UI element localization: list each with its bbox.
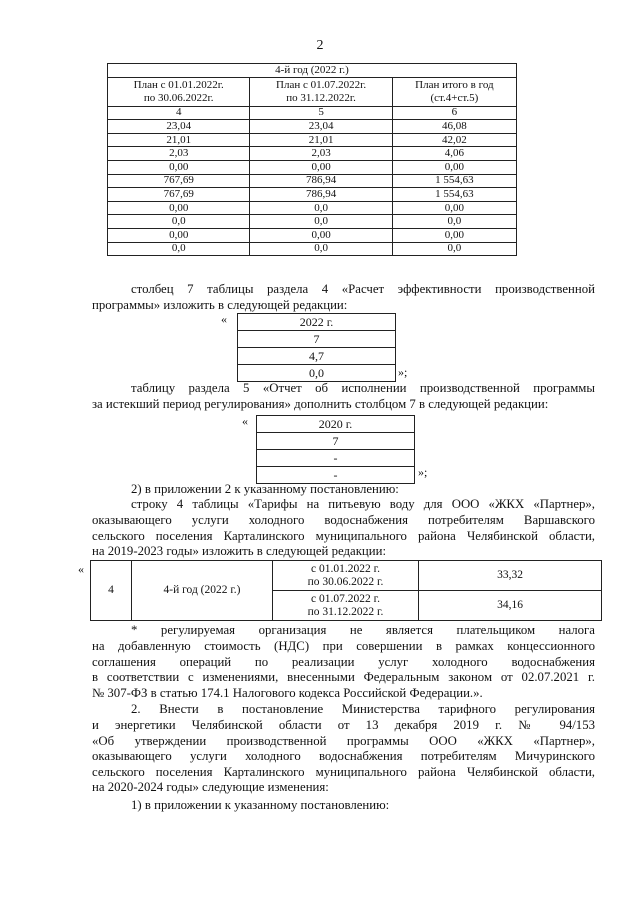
- text-line: * регулируемая организация не является плательщиком налога: [131, 623, 595, 637]
- plan-table-caption: 4-й год (2022 г.): [108, 64, 517, 78]
- text-line: оказывающего услуги холодного водоснабжения потребителям Мичуринского: [92, 749, 595, 763]
- plan-table-cell: 767,69: [108, 188, 250, 202]
- plan-table-cell: 2,03: [108, 147, 250, 161]
- text-line: 2. Внести в постановление Министерства тарифного регулирования: [131, 702, 595, 716]
- tariff-period: [273, 591, 419, 621]
- column7-cell: 7: [238, 331, 396, 348]
- plan-table-row: [108, 215, 517, 229]
- text-line: сельского поселения Карталинского муниципального района Челябинской области,: [92, 764, 595, 779]
- text-line: в соответствии с изменениями, внесенными Федеральным законом от 02.07.2021 г.: [92, 670, 595, 684]
- plan-table-cell: 1 554,63: [392, 188, 516, 202]
- tariff-value: 34,16: [419, 591, 602, 621]
- plan-table-cell: 0,0: [108, 215, 250, 229]
- column-number: 4: [108, 106, 250, 120]
- open-quote: «: [221, 312, 227, 326]
- paragraph-appendix: [131, 798, 389, 814]
- plan-table-body: [108, 64, 517, 256]
- text-line: на 2020-2024 годы» следующие изменения:: [92, 780, 329, 794]
- footnote-vat: [131, 623, 595, 639]
- header-line: План с 01.01.2022г.: [133, 78, 224, 91]
- tariff-period: [273, 561, 419, 591]
- plan-table-cell: 0,0: [250, 215, 392, 229]
- plan-table-cell: 2,03: [250, 147, 392, 161]
- text-line: № 307-ФЗ в статью 174.1 Налогового кодекса Российской Федерации.».: [92, 685, 483, 700]
- page-number: 2: [316, 38, 324, 53]
- text-line: соглашения операций по реализации услуг холодного водоснабжения: [92, 654, 595, 669]
- plan-table-cell: 21,01: [108, 133, 250, 147]
- tariff-row-year: 4-й год (2022 г.): [132, 561, 273, 621]
- paragraph-amend-2: [131, 702, 595, 718]
- paragraph-amend-2-cont: [92, 718, 595, 796]
- column7-cell: 2022 г.: [238, 314, 396, 331]
- tariff-row-table: [90, 560, 602, 621]
- header-line: План итого в год: [415, 78, 494, 91]
- column7-report-cell: 2020 г.: [257, 416, 415, 433]
- plan-table-cell: 0,00: [392, 228, 516, 242]
- plan-table-row: [108, 120, 517, 134]
- column7-report-table: [256, 415, 415, 484]
- text-line: и энергетики Челябинской области от 13 декабря 2019 г. № 94/153: [92, 718, 595, 732]
- plan-table-cell: 0,0: [392, 215, 516, 229]
- plan-table-row: [108, 174, 517, 188]
- text-line: 1) в приложении к указанному постановлению:: [131, 798, 390, 812]
- plan-table-row: [108, 228, 517, 242]
- paragraph-row4: [131, 497, 595, 513]
- text-line: на 2019-2023 годы» изложить в следующей редакции:: [92, 544, 387, 558]
- header-line: (ст.4+ст.5): [430, 91, 479, 104]
- plan-table-cell: 0,00: [108, 160, 250, 174]
- period-line: с 01.01.2022 г.: [311, 562, 380, 575]
- tariff-row-number: 4: [91, 561, 132, 621]
- column7-cell: 4,7: [238, 348, 396, 365]
- text-line: сельского поселения Карталинского муниципального района Челябинской области,: [92, 528, 595, 543]
- footnote-vat-cont: [92, 639, 595, 701]
- plan-table-cell: 21,01: [250, 133, 392, 147]
- plan-table-cell: 1 554,63: [392, 174, 516, 188]
- paragraph-column7: [131, 282, 595, 298]
- plan-table-cell: 0,0: [250, 242, 392, 256]
- text-line: на добавленную стоимость (НДС) при совершении в рамках концессионного: [92, 639, 595, 653]
- plan-table-row: [108, 242, 517, 256]
- plan-table-cell: 0,00: [392, 201, 516, 215]
- close-quote: »;: [418, 465, 428, 479]
- text-line: оказывающего услуги холодного водоснабжения потребителям Варшавского: [92, 513, 595, 527]
- text-line: строку 4 таблицы «Тарифы на питьевую воду для ООО «ЖКХ «Партнер»,: [131, 497, 595, 511]
- plan-table-row: [108, 147, 517, 161]
- period-line: с 01.07.2022 г.: [311, 592, 380, 605]
- text-line: программы» изложить в следующей редакции:: [92, 298, 348, 312]
- tariff-value: 33,32: [419, 561, 602, 591]
- plan-table-row: [108, 188, 517, 202]
- open-quote: «: [242, 414, 248, 428]
- text-line: столбец 7 таблицы раздела 4 «Расчет эффективности производственной: [131, 282, 595, 296]
- column-number: 6: [392, 106, 516, 120]
- text-line: «Об утверждении производственной программы ООО «ЖКХ «Партнер»,: [92, 733, 595, 748]
- column7-table: [237, 313, 396, 382]
- plan-table-cell: 0,00: [250, 160, 392, 174]
- plan-table-cell: 0,00: [250, 228, 392, 242]
- text-line: таблицу раздела 5 «Отчет об исполнении производственной программы: [131, 381, 595, 395]
- plan-table-cell: 0,0: [250, 201, 392, 215]
- plan-table-row: [108, 133, 517, 147]
- paragraph-table5-cont: [92, 397, 595, 413]
- plan-table-cell: 23,04: [108, 120, 250, 134]
- plan-table-cell: 46,08: [392, 120, 516, 134]
- plan-table-cell: 786,94: [250, 174, 392, 188]
- plan-table-cell: 23,04: [250, 120, 392, 134]
- period-line: по 31.12.2022 г.: [307, 605, 384, 618]
- column7-report-cell: -: [257, 467, 415, 484]
- plan-table-header: [108, 77, 250, 106]
- close-quote: »;: [398, 365, 408, 379]
- paragraph-row4-cont: [92, 513, 595, 560]
- column7-report-cell: 7: [257, 433, 415, 450]
- plan-table: [107, 63, 517, 256]
- plan-table-cell: 0,0: [108, 242, 250, 256]
- text-line: за истекший период регулирования» дополнить столбцом 7 в следующей редакции:: [92, 397, 549, 411]
- text-line: 2) в приложении 2 к указанному постановлению:: [131, 482, 399, 496]
- paragraph-column7-cont: [92, 298, 595, 314]
- plan-table-cell: 4,06: [392, 147, 516, 161]
- column7-cell: 0,0: [238, 365, 396, 382]
- plan-table-cell: 42,02: [392, 133, 516, 147]
- header-line: по 31.12.2022г.: [286, 91, 356, 104]
- plan-table-cell: 0,00: [108, 228, 250, 242]
- period-line: по 30.06.2022 г.: [307, 575, 384, 588]
- plan-table-cell: 0,00: [108, 201, 250, 215]
- open-quote: «: [78, 562, 84, 576]
- plan-table-cell: 0,00: [392, 160, 516, 174]
- plan-table-cell: 0,0: [392, 242, 516, 256]
- plan-table-cell: 786,94: [250, 188, 392, 202]
- column-number: 5: [250, 106, 392, 120]
- plan-table-row: [108, 160, 517, 174]
- paragraph-table5: [131, 381, 595, 397]
- header-line: План с 01.07.2022г.: [276, 78, 367, 91]
- column7-report-cell: -: [257, 450, 415, 467]
- paragraph-appendix2: [131, 482, 399, 498]
- plan-table-row: [108, 201, 517, 215]
- plan-table-cell: 767,69: [108, 174, 250, 188]
- header-line: по 30.06.2022г.: [143, 91, 214, 104]
- plan-table-header: [250, 77, 392, 106]
- plan-table-header: [392, 77, 516, 106]
